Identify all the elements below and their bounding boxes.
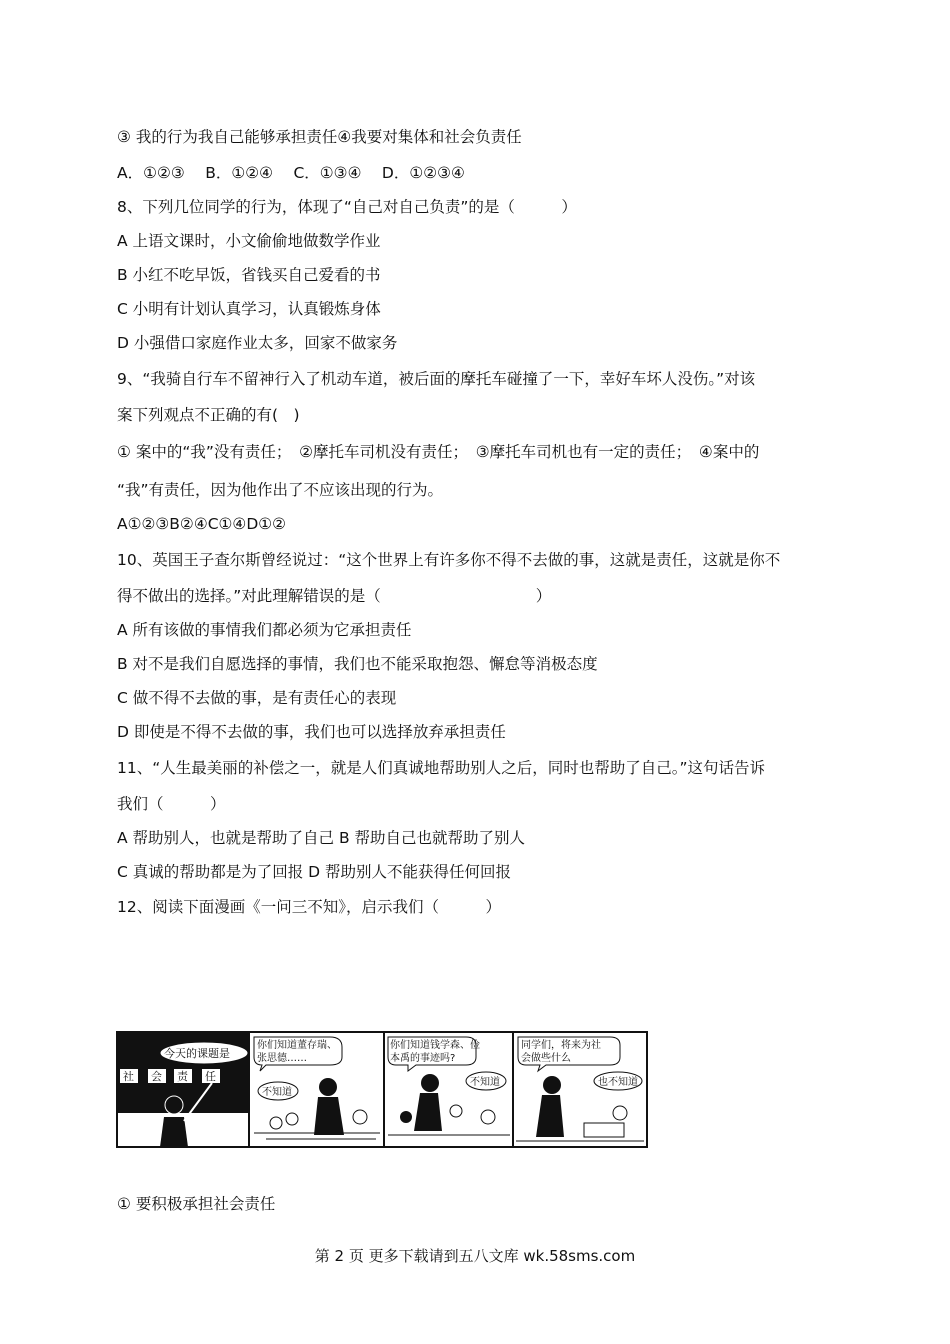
svg-text:不知道: 不知道 — [262, 1087, 292, 1098]
option-c: C 做不得不去做的事，是有责任心的表现 — [117, 689, 397, 707]
svg-text:也不知道: 也不知道 — [598, 1077, 638, 1088]
svg-text:本禹的事迹吗?: 本禹的事迹吗? — [390, 1053, 456, 1064]
options-line: C 真诚的帮助都是为了回报 D 帮助别人不能获得任何回报 — [117, 863, 512, 881]
question-12: 12、阅读下面漫画《一问三不知》，启示我们（ ） — [117, 898, 501, 916]
question-8: 8、下列几位同学的行为，体现了“自己对自己负责”的是（ ） — [117, 198, 577, 216]
option-a: A 上语文课时，小文偷偷地做数学作业 — [117, 232, 381, 250]
page-footer: 第 2 页 更多下载请到五八文库 wk.58sms.com — [314, 1247, 636, 1265]
option-b: B 小红不吃早饭，省钱买自己爱看的书 — [117, 266, 381, 284]
svg-text:你们知道董存瑞、: 你们知道董存瑞、 — [257, 1040, 337, 1051]
option-d: D 即使是不得不去做的事，我们也可以选择放弃承担责任 — [117, 723, 506, 741]
svg-text:社: 社 — [123, 1070, 134, 1083]
text-line: ③ 我的行为我自己能够承担责任④我要对集体和社会负责任 — [117, 128, 522, 146]
option-c: C 小明有计划认真学习，认真锻炼身体 — [117, 300, 381, 318]
svg-text:不知道: 不知道 — [470, 1077, 500, 1088]
svg-text:今天的课题是: 今天的课题是 — [164, 1047, 230, 1060]
svg-text:会: 会 — [151, 1070, 162, 1083]
svg-text:张思德……: 张思德…… — [257, 1053, 307, 1064]
option-d: D 小强借口家庭作业太多，回家不做家务 — [117, 334, 398, 352]
text-line: A．①②③ B．①②④ C．①③④ D．①②③④ — [117, 164, 465, 182]
text-line: 我们（ ） — [117, 795, 226, 813]
svg-text:会做些什么: 会做些什么 — [521, 1053, 571, 1064]
comic-strip — [116, 1031, 648, 1148]
option-b: B 对不是我们自愿选择的事情，我们也不能采取抱怨、懈怠等消极态度 — [117, 655, 598, 673]
answer-line: ① 要积极承担社会责任 — [117, 1195, 276, 1213]
question-10: 10、英国王子查尔斯曾经说过：“这个世界上有许多你不得不去做的事，这就是责任，这就是你不 — [117, 551, 781, 569]
text-line: ① 案中的“我”没有责任； ②摩托车司机没有责任； ③摩托车司机也有一定的责任； ④案中的 — [117, 443, 760, 461]
text-line: 得不做出的选择。”对此理解错误的是（ ） — [117, 587, 552, 605]
svg-text:任: 任 — [205, 1070, 216, 1083]
question-9: 9、“我骑自行车不留神行入了机动车道，被后面的摩托车碰撞了一下，幸好车坏人没伤。”对该 — [117, 370, 756, 388]
options-line: A①②③B②④C①④D①② — [117, 515, 287, 533]
text-line: 案下列观点不正确的有( ) — [117, 406, 300, 424]
svg-text:责: 责 — [177, 1070, 188, 1083]
text-line: “我”有责任，因为他作出了不应该出现的行为。 — [117, 481, 444, 499]
svg-text:你们知道钱学森、俭: 你们知道钱学森、俭 — [390, 1040, 480, 1051]
svg-text:同学们，将来为社: 同学们，将来为社 — [521, 1040, 601, 1051]
question-11: 11、“人生最美丽的补偿之一，就是人们真诚地帮助别人之后，同时也帮助了自己。”这句话告诉 — [117, 759, 766, 777]
options-line: A 帮助别人，也就是帮助了自己 B 帮助自己也就帮助了别人 — [117, 829, 526, 847]
option-a: A 所有该做的事情我们都必须为它承担责任 — [117, 621, 412, 639]
